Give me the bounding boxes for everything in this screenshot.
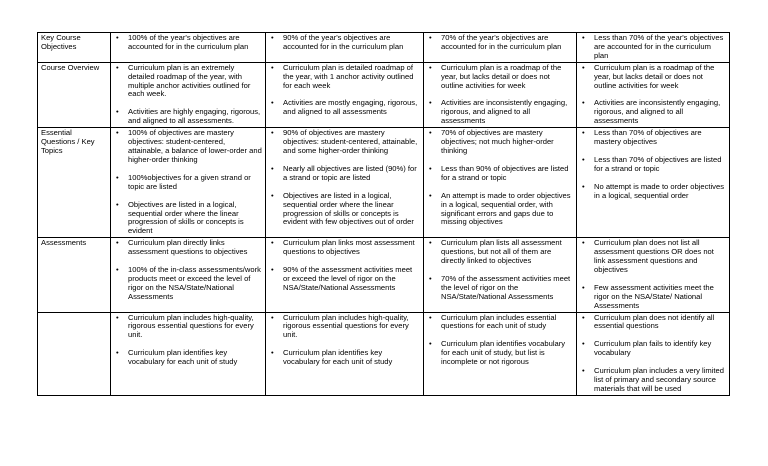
criteria-list	[269, 34, 420, 52]
criteria-list	[114, 64, 262, 126]
criterion-item: • 70% of objectives are mastery objectives; not much higher-order thinking	[427, 129, 573, 156]
rubric-cell-level-2	[266, 238, 424, 312]
criterion-item: • Objectives are listed in a logical, sequential order where the linear progression of skills or concepts is evident with few objectives out of order	[269, 192, 420, 228]
criterion-item: • 90% of objectives are mastery objectives: student-centered, attainable, and some higher-order thinking	[269, 129, 420, 156]
rubric-cell-level-4	[577, 62, 730, 127]
criteria-list	[427, 64, 573, 126]
row-label	[38, 312, 111, 395]
criterion-item: • Curriculum plan directly links assessment questions to objectives	[114, 239, 262, 257]
criterion-item: • 90% of the year's objectives are accounted for in the curriculum plan	[269, 34, 420, 52]
criterion-item: • Less than 70% of objectives are mastery objectives	[580, 129, 726, 147]
criteria-list	[427, 129, 573, 227]
criterion-item: • No attempt is made to order objectives in a logical, sequential order	[580, 183, 726, 201]
criterion-item: • 100% of objectives are mastery objectives: student-centered, attainable, a balance of lower-order and higher-order thinking	[114, 129, 262, 165]
criterion-item: • An attempt is made to order objectives in a logical, sequential order, with significant errors and gaps due to missing objectives	[427, 192, 573, 228]
row-label: Key Course Objectives	[38, 33, 111, 63]
rubric-cell-level-2	[266, 33, 424, 63]
criteria-list	[114, 314, 262, 368]
rubric-cell-level-4	[577, 128, 730, 238]
criteria-list	[269, 239, 420, 293]
row-label: Course Overview	[38, 62, 111, 127]
rubric-cell-level-4	[577, 238, 730, 312]
rubric-cell-level-1	[111, 33, 266, 63]
criterion-item: • Activities are inconsistently engaging, rigorous, and aligned to all assessments	[427, 99, 573, 126]
criteria-list	[580, 64, 726, 126]
criteria-list	[580, 34, 726, 61]
criterion-item: • Curriculum plan does not list all assessment questions OR does not link assessment questions and objectives	[580, 239, 726, 275]
rubric-cell-level-3	[424, 62, 577, 127]
rubric-cell-level-2	[266, 312, 424, 395]
rubric-table	[37, 32, 730, 396]
criterion-item: • Less than 70% of the year's objectives are accounted for in the curriculum plan	[580, 34, 726, 61]
row-label: Assessments	[38, 238, 111, 312]
rubric-cell-level-3	[424, 33, 577, 63]
rubric-cell-level-1	[111, 312, 266, 395]
criteria-list	[269, 129, 420, 227]
criterion-item: • Curriculum plan does not identify all essential questions	[580, 314, 726, 332]
criterion-item: • Curriculum plan is a roadmap of the year, but lacks detail or does not outline activities for week	[427, 64, 573, 91]
criterion-item: • Activities are inconsistently engaging, rigorous, and aligned to all assessments	[580, 99, 726, 126]
criterion-item: • 70% of the assessment activities meet the level of rigor on the NSA/State/National Assessments	[427, 275, 573, 302]
criterion-item: • 100% of the in-class assessments/work products meet or exceed the level of rigor on the NSA/State/National Assessments	[114, 266, 262, 302]
criterion-item: • Curriculum plan includes a very limited list of primary and secondary source materials that will be used	[580, 367, 726, 394]
criteria-list	[427, 314, 573, 368]
rubric-cell-level-1	[111, 128, 266, 238]
criteria-list	[114, 239, 262, 301]
criterion-item: • Curriculum plan includes high-quality, rigorous essential questions for every unit.	[269, 314, 420, 341]
criterion-item: • Curriculum plan identifies vocabulary for each unit of study, but list is incomplete or not rigorous	[427, 340, 573, 367]
rubric-row	[38, 312, 730, 395]
rubric-cell-level-2	[266, 62, 424, 127]
row-label: Essential Questions / Key Topics	[38, 128, 111, 238]
criteria-list	[580, 239, 726, 310]
criteria-list	[580, 129, 726, 200]
criteria-list	[580, 314, 726, 394]
criterion-item: • Curriculum plan identifies key vocabulary for each unit of study	[114, 349, 262, 367]
criteria-list	[269, 314, 420, 368]
criterion-item: • Curriculum plan lists all assessment questions, but not all of them are directly linked to objectives	[427, 239, 573, 266]
criterion-item: • Activities are highly engaging, rigorous, and aligned to all assessments.	[114, 108, 262, 126]
criterion-item: • 100%objectives for a given strand or topic are listed	[114, 174, 262, 192]
rubric-cell-level-1	[111, 238, 266, 312]
criterion-item: • 100% of the year's objectives are accounted for in the curriculum plan	[114, 34, 262, 52]
criterion-item: • Curriculum plan includes high-quality, rigorous essential questions for every unit.	[114, 314, 262, 341]
criterion-item: • Less than 90% of objectives are listed for a strand or topic	[427, 165, 573, 183]
rubric-cell-level-1	[111, 62, 266, 127]
criteria-list	[427, 34, 573, 52]
criterion-item: • 70% of the year's objectives are accounted for in the curriculum plan	[427, 34, 573, 52]
criterion-item: • Objectives are listed in a logical, sequential order where the linear progression of skills or concepts is evident	[114, 201, 262, 237]
rubric-cell-level-2	[266, 128, 424, 238]
rubric-cell-level-3	[424, 238, 577, 312]
criterion-item: • Curriculum plan includes essential questions for each unit of study	[427, 314, 573, 332]
criterion-item: • Activities are mostly engaging, rigorous, and aligned to all assessments	[269, 99, 420, 117]
criteria-list	[114, 34, 262, 52]
rubric-cell-level-4	[577, 312, 730, 395]
criteria-list	[427, 239, 573, 301]
rubric-row	[38, 62, 730, 127]
criterion-item: • Curriculum plan is a roadmap of the year, but lacks detail or does not outline activities for week	[580, 64, 726, 91]
criterion-item: • Curriculum plan is detailed roadmap of the year, with 1 anchor activity outlined for each week	[269, 64, 420, 91]
criterion-item: • 90% of the assessment activities meet or exceed the level of rigor on the NSA/State/National Assessments	[269, 266, 420, 293]
criterion-item: • Nearly all objectives are listed (90%) for a strand or topic are listed	[269, 165, 420, 183]
rubric-cell-level-4	[577, 33, 730, 63]
rubric-row	[38, 128, 730, 238]
criterion-item: • Curriculum plan identifies key vocabulary for each unit of study	[269, 349, 420, 367]
rubric-cell-level-3	[424, 312, 577, 395]
criterion-item: • Curriculum plan fails to identify key vocabulary	[580, 340, 726, 358]
criterion-item: • Less than 70% of objectives are listed for a strand or topic	[580, 156, 726, 174]
criterion-item: • Curriculum plan is an extremely detailed roadmap of the year, with multiple anchor activities outlined for each week.	[114, 64, 262, 100]
criteria-list	[114, 129, 262, 236]
rubric-cell-level-3	[424, 128, 577, 238]
rubric-body	[38, 33, 730, 396]
criterion-item: • Curriculum plan links most assessment questions to objectives	[269, 239, 420, 257]
rubric-row	[38, 238, 730, 312]
rubric-row	[38, 33, 730, 63]
criterion-item: • Few assessment activities meet the rigor on the NSA/State/ National Assessments	[580, 284, 726, 311]
criteria-list	[269, 64, 420, 118]
